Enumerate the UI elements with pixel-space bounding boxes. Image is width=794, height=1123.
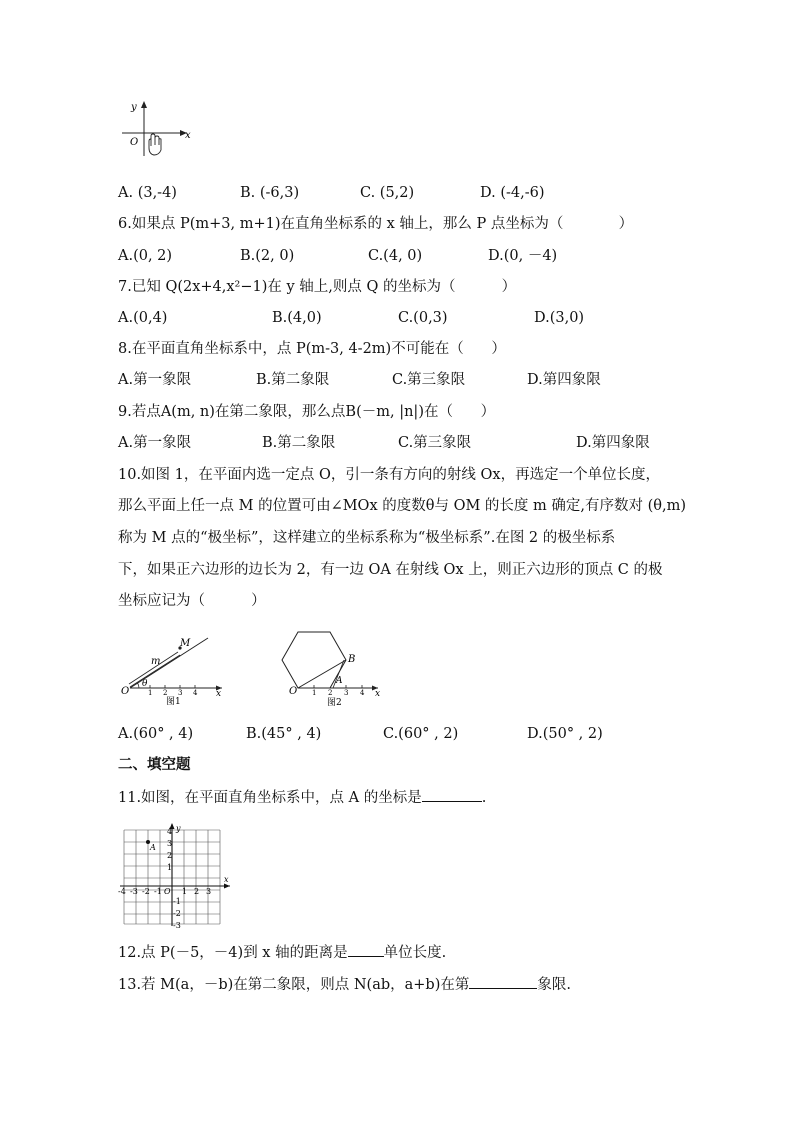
q5-x-label: x [185, 130, 191, 141]
q8-option-c: C.第三象限 [392, 372, 466, 388]
q8-question: 8.在平面直角坐标系中，点 P(m-3, 4-2m)不可能在（ ） [118, 341, 506, 357]
fig2-tick-2: 2 [328, 689, 333, 697]
fig2-label-b: B [348, 654, 356, 665]
q11-text: 11.如图，在平面直角坐标系中，点 A 的坐标是 [118, 790, 422, 806]
fig2-tick-3: 3 [344, 689, 349, 697]
fig2-label-a: A [336, 676, 343, 686]
q11-label-origin: O [164, 887, 171, 896]
q12-answer-blank[interactable] [348, 942, 384, 957]
q10-option-a: A.(60° , 4) [118, 726, 194, 742]
q6-option-d: D.(0, －4) [488, 248, 558, 264]
q12-text-after: 单位长度. [383, 945, 447, 961]
fig1-label-theta: θ [142, 679, 148, 689]
q10-line-1: 10.如图 1，在平面内选一定点 O，引一条有方向的射线 Ox，再选定一个单位长度， [118, 467, 661, 483]
q11-xtick-1: 1 [182, 887, 188, 896]
q10-line-5: 坐标应记为（ ） [118, 593, 266, 609]
q9-option-b: B.第二象限 [262, 435, 336, 451]
q12-text-before: 12.点 P(－5，－4)到 x 轴的距离是 [118, 945, 348, 961]
q10-line-4: 下，如果正六边形的边长为 2，有一边 OA 在射线 Ox 上，则正六边形的顶点 C 的极 [118, 562, 663, 578]
q11-answer-blank[interactable] [422, 787, 482, 802]
q6-option-a: A.(0, 2) [118, 248, 173, 264]
q6-question: 6.如果点 P(m+3, m+1)在直角坐标系的 x 轴上，那么 P 点坐标为（ ） [118, 216, 634, 232]
q8-option-b: B.第二象限 [256, 372, 330, 388]
q6-option-c: C.(4, 0) [368, 248, 423, 264]
q11-period: . [481, 790, 487, 806]
q12-question [118, 942, 446, 963]
q11-ytick-neg1: -1 [173, 897, 181, 906]
q9-option-c: C.第三象限 [398, 435, 472, 451]
q11-ytick-4: 4 [167, 827, 173, 836]
fig2-tick-1: 1 [312, 689, 317, 697]
q13-text-before: 13.若 M(a，－b)在第二象限，则点 N(ab，a+b)在第 [118, 977, 470, 993]
q11-label-a: A [150, 843, 156, 852]
q5-option-b: B. (-6,3) [240, 185, 300, 201]
q10-option-d: D.(50° , 2) [527, 726, 603, 742]
q7-option-d: D.(3,0) [534, 310, 585, 326]
q11-ytick-neg3: -3 [173, 921, 181, 930]
q10-option-c: C.(60° , 2) [383, 726, 459, 742]
q5-option-c: C. (5,2) [360, 185, 415, 201]
q10-figure-1 [118, 632, 230, 706]
fig1-tick-1: 1 [148, 689, 153, 697]
fig1-label-origin: O [121, 686, 130, 697]
q10-figure-2 [278, 620, 388, 710]
q11-ytick-neg2: -2 [173, 909, 181, 918]
q13-text-after: 象限. [537, 977, 571, 993]
q11-xtick-neg1: -1 [154, 887, 162, 896]
q13-question [118, 974, 571, 995]
q13-answer-blank[interactable] [469, 974, 537, 989]
q11-xtick-neg3: -3 [130, 887, 138, 896]
q5-option-d: D. (-4,-6) [480, 185, 545, 201]
q5-axes-figure [118, 98, 198, 158]
q11-label-y: y [176, 824, 181, 833]
q11-xtick-neg2: -2 [142, 887, 150, 896]
q7-option-c: C.(0,3) [398, 310, 448, 326]
q11-ytick-2: 2 [167, 851, 173, 860]
q7-option-b: B.(4,0) [272, 310, 322, 326]
q10-line-2: 那么平面上任一点 M 的位置可由∠MOx 的度数θ与 OM 的长度 m 确定,有序数对 (θ,m) [118, 498, 687, 514]
q11-grid-figure [116, 822, 240, 930]
q11-xtick-2: 2 [194, 887, 200, 896]
q9-option-d: D.第四象限 [576, 435, 650, 451]
q8-option-d: D.第四象限 [527, 372, 601, 388]
q7-question: 7.已知 Q(2x+4,x²−1)在 y 轴上,则点 Q 的坐标为（ ） [118, 279, 517, 295]
fig1-label-m-point: M [180, 638, 191, 649]
q11-xtick-3: 3 [206, 887, 212, 896]
q5-origin-label: O [130, 137, 139, 148]
q9-question: 9.若点A(m, n)在第二象限，那么点B(－m, |n|)在（ ） [118, 404, 496, 420]
hand-icon [149, 134, 161, 155]
q11-ytick-3: 3 [167, 839, 173, 848]
q8-option-a: A.第一象限 [118, 372, 192, 388]
q6-option-b: B.(2, 0) [240, 248, 295, 264]
q10-option-b: B.(45° , 4) [246, 726, 322, 742]
section-title: 二、填空题 [118, 757, 191, 773]
fig1-label-x: x [216, 689, 222, 699]
q11-ytick-1: 1 [167, 863, 173, 872]
fig1-tick-4: 4 [193, 689, 198, 697]
q7-option-a: A.(0,4) [118, 310, 168, 326]
q9-option-a: A.第一象限 [118, 435, 192, 451]
fig1-tick-2: 2 [163, 689, 168, 697]
q10-line-3: 称为 M 点的“极坐标”，这样建立的坐标系称为“极坐标系”.在图 2 的极坐标系 [118, 530, 616, 546]
fig1-label-m-length: m [151, 656, 161, 667]
fig2-caption: 图2 [327, 698, 342, 708]
fig2-label-origin: O [289, 686, 298, 697]
q5-y-label: y [131, 102, 137, 113]
fig1-caption: 图1 [166, 697, 181, 706]
fig2-label-x: x [375, 689, 381, 699]
fig1-tick-3: 3 [178, 689, 183, 697]
q11-label-x: x [224, 875, 229, 884]
fig2-tick-4: 4 [360, 689, 365, 697]
q5-option-a: A. (3,-4) [118, 185, 177, 201]
q11-question [118, 787, 486, 808]
q11-xtick-neg4: -4 [118, 887, 126, 896]
